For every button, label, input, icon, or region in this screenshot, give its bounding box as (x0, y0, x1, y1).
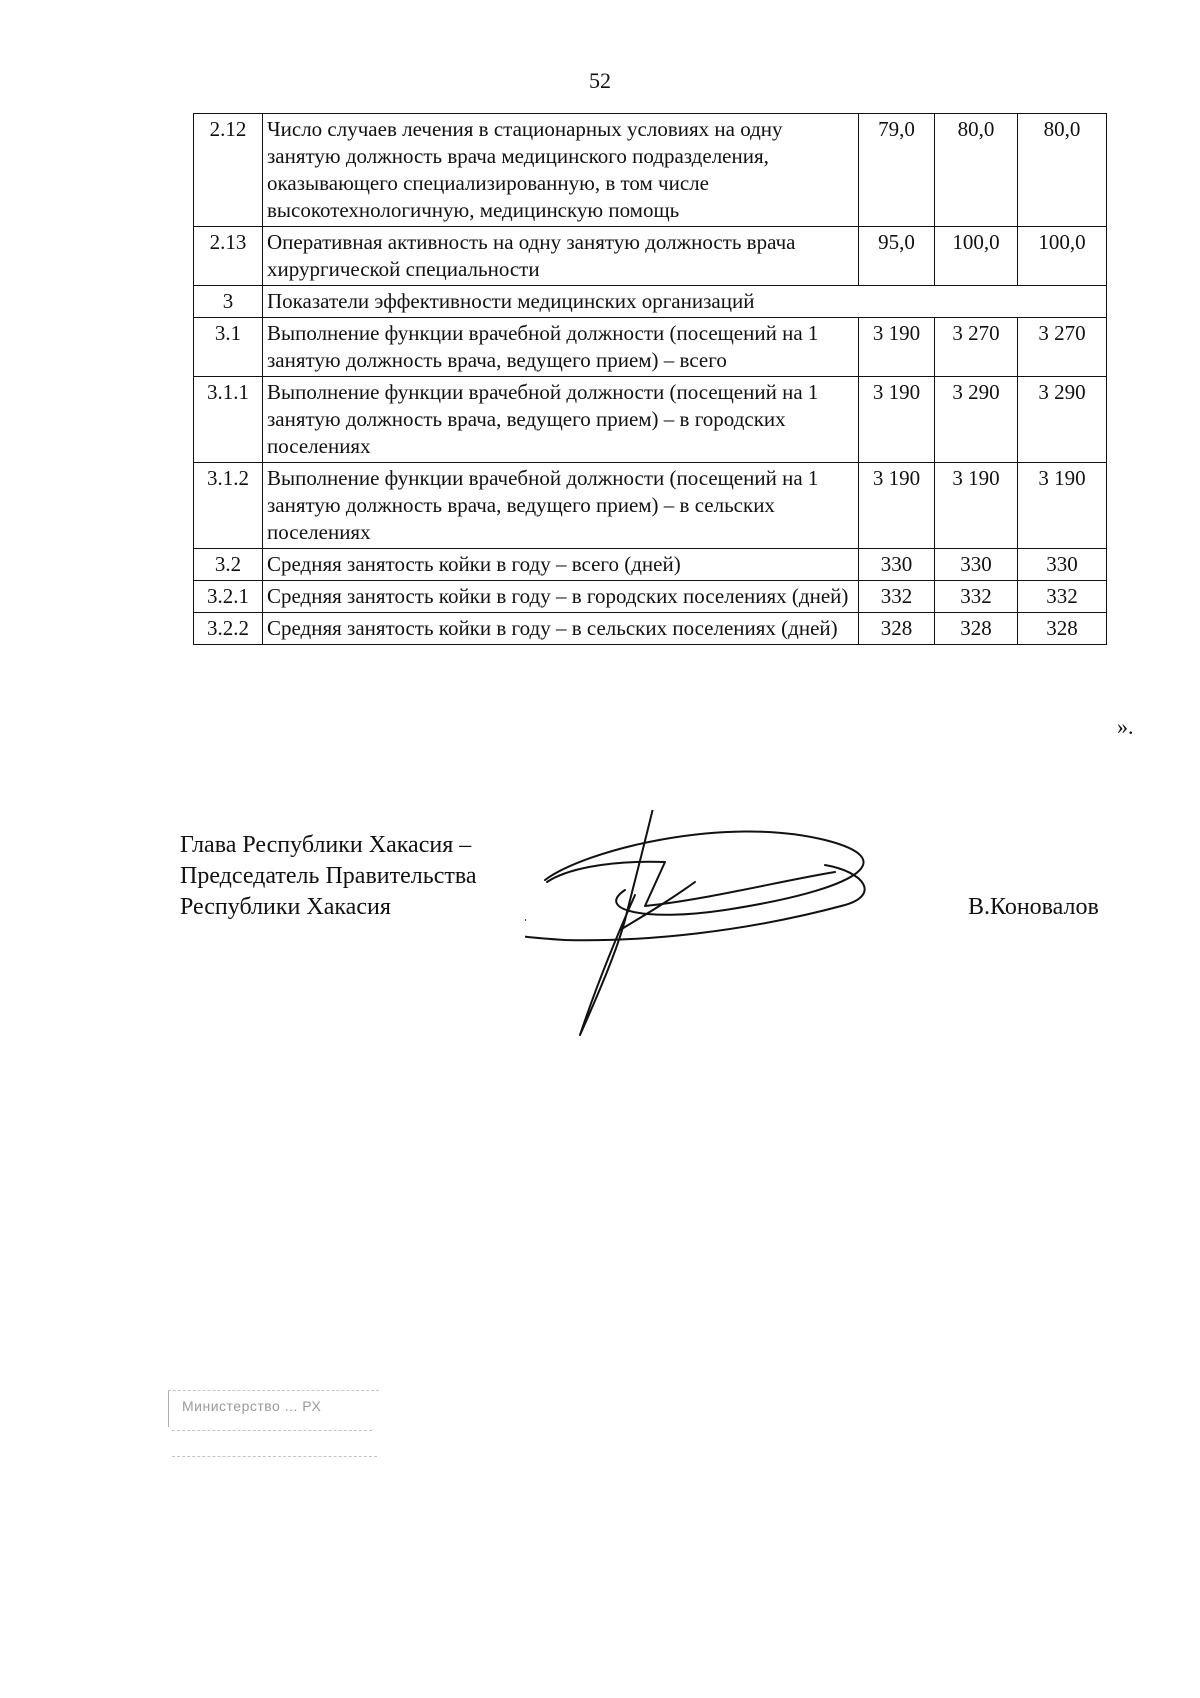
row-number: 2.12 (194, 114, 263, 227)
value-v2: 80,0 (935, 114, 1018, 227)
value-v1: 3 190 (859, 377, 935, 463)
signatory-title-line: Республики Хакасия (180, 894, 391, 920)
table-row (194, 581, 1107, 613)
indicators-table (193, 113, 1107, 645)
value-v1: 3 190 (859, 318, 935, 377)
indicator-name: Оперативная активность на одну занятую должность врача хирургической специальности (263, 227, 859, 286)
signatory-title (180, 830, 477, 923)
indicator-name: Выполнение функции врачебной должности (посещений на 1 занятую должность врача, ведущего прием) – в городских поселениях (263, 377, 859, 463)
row-number: 3 (194, 286, 263, 318)
page-number: 52 (589, 68, 611, 93)
indicator-name: Средняя занятость койки в году – в сельских поселениях (дней) (263, 613, 859, 645)
row-number: 3.1 (194, 318, 263, 377)
indicator-name: Выполнение функции врачебной должности (посещений на 1 занятую должность врача, ведущего прием) – всего (263, 318, 859, 377)
table-body (194, 114, 1107, 645)
row-number: 3.2.2 (194, 613, 263, 645)
registration-stamp (168, 1390, 383, 1472)
value-v2: 100,0 (935, 227, 1018, 286)
value-v3: 332 (1018, 581, 1107, 613)
table-row (194, 549, 1107, 581)
value-v2: 328 (935, 613, 1018, 645)
indicator-name: Средняя занятость койки в году – всего (дней) (263, 549, 859, 581)
table-row (194, 463, 1107, 549)
stamp-line (172, 1430, 372, 1431)
value-v1: 79,0 (859, 114, 935, 227)
value-v1: 332 (859, 581, 935, 613)
value-v3: 330 (1018, 549, 1107, 581)
value-v2: 332 (935, 581, 1018, 613)
table-row (194, 114, 1107, 227)
row-number: 3.1.1 (194, 377, 263, 463)
signatory-name: В.Коновалов (968, 894, 1099, 920)
indicator-name: Выполнение функции врачебной должности (посещений на 1 занятую должность врача, ведущего прием) – в сельских поселениях (263, 463, 859, 549)
value-v1: 328 (859, 613, 935, 645)
row-number: 3.2.1 (194, 581, 263, 613)
value-v3: 80,0 (1018, 114, 1107, 227)
value-v2: 3 290 (935, 377, 1018, 463)
table-row (194, 613, 1107, 645)
table-row (194, 377, 1107, 463)
row-number: 3.2 (194, 549, 263, 581)
value-v1: 95,0 (859, 227, 935, 286)
signatory-title-line: Председатель Правительства (180, 863, 477, 889)
table-row (194, 227, 1107, 286)
closing-quote: ». (1117, 714, 1134, 739)
stamp-line (172, 1456, 377, 1457)
value-v2: 330 (935, 549, 1018, 581)
indicator-name: Показатели эффективности медицинских организаций (263, 286, 1107, 318)
value-v2: 3 190 (935, 463, 1018, 549)
indicator-name: Средняя занятость койки в году – в городских поселениях (дней) (263, 581, 859, 613)
value-v3: 3 290 (1018, 377, 1107, 463)
indicator-name: Число случаев лечения в стационарных условиях на одну занятую должность врача медицинского подразделения, оказывающего специализированную, в том числе высокотехнологичную, медицинскую помощь (263, 114, 859, 227)
row-number: 2.13 (194, 227, 263, 286)
value-v1: 3 190 (859, 463, 935, 549)
value-v3: 3 270 (1018, 318, 1107, 377)
value-v1: 330 (859, 549, 935, 581)
table-row (194, 318, 1107, 377)
value-v3: 3 190 (1018, 463, 1107, 549)
value-v3: 100,0 (1018, 227, 1107, 286)
value-v3: 328 (1018, 613, 1107, 645)
handwritten-signature (525, 810, 945, 1040)
row-number: 3.1.2 (194, 463, 263, 549)
signatory-title-line: Глава Республики Хакасия – (180, 832, 472, 858)
stamp-text: Министерство ... РХ (182, 1398, 322, 1414)
value-v2: 3 270 (935, 318, 1018, 377)
table-row (194, 286, 1107, 318)
